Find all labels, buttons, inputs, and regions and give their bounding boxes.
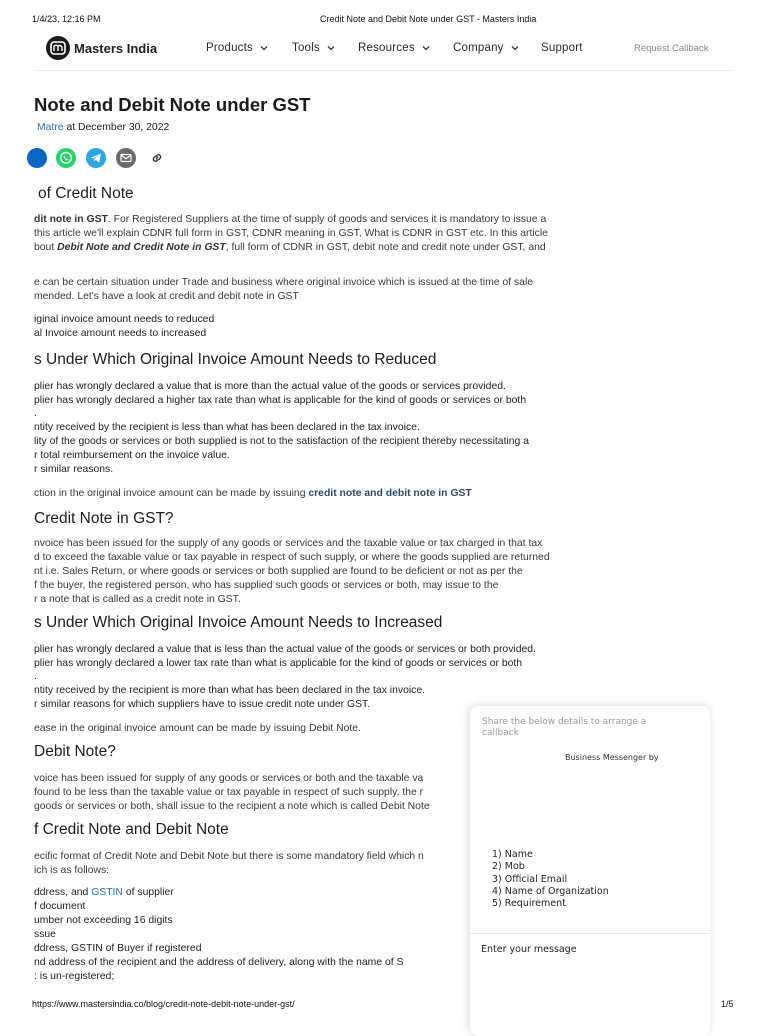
intro-line-1-text: . For Registered Suppliers at the time of supply of goods and services it is mandatory to issue a [107, 214, 547, 225]
intro-line-2: this article we'll explain CDNR full form in GST, CDNR meaning in GST, What is CDNR in GST etc. In this article [34, 228, 548, 239]
heading-what-debit: Debit Note? [34, 743, 116, 760]
intro-line-3 [34, 241, 546, 255]
print-doc-title: Credit Note and Debit Note under GST - Masters India [320, 14, 537, 24]
nav-resources-label: Resources [358, 42, 415, 54]
print-url: https://www.mastersindia.co/blog/credit-note-debit-note-under-gst/ [32, 999, 295, 1009]
heading-increased: s Under Which Original Invoice Amount Needs to Increased [34, 614, 443, 631]
case-item-2: al Invoice amount needs to increased [34, 328, 207, 339]
article-title: Note and Debit Note under GST [34, 94, 311, 115]
debit-def-1: voice has been issued for supply of any goods or services or both and the taxable va [34, 773, 424, 784]
credit-def-4: f the buyer, the registered person, who has supplied such goods or services or both, may issue to the [34, 580, 499, 591]
case-item-1: iginal invoice amount needs to reduced [34, 314, 215, 325]
widget-field-list [492, 849, 609, 910]
heading-credit-note: of Credit Note [38, 185, 134, 202]
share-whatsapp[interactable] [56, 148, 76, 168]
link-icon [147, 148, 167, 168]
format-item-6: nd address of the recipient and the address of delivery, along with the name of S [34, 957, 404, 968]
logo-text: Masters India [74, 40, 158, 56]
logo-mark-icon [46, 36, 70, 60]
print-datetime: 1/4/23, 12:16 PM [32, 14, 101, 24]
gstin-link[interactable]: GSTIN [91, 887, 123, 898]
intro-line-1 [34, 213, 546, 227]
reduced-item-1: plier has wrongly declared a value that is more than the actual value of the goods or services provided. [34, 381, 506, 392]
widget-field-name: 1) Name [492, 849, 533, 860]
nav-resources[interactable] [358, 42, 430, 54]
share-email[interactable] [116, 148, 136, 168]
credit-def-5: r a note that is called as a credit note in GST. [34, 594, 241, 605]
intro-keyword: dit note in GST [34, 214, 108, 225]
format-item-5: ddress, GSTIN of Buyer if registered [34, 943, 202, 954]
article-date: at December 30, 2022 [63, 122, 170, 133]
heading-format: f Credit Note and Debit Note [34, 821, 229, 838]
widget-message-input[interactable]: Enter your message [481, 944, 577, 955]
increased-item-2b: . [34, 671, 37, 682]
format-item-7: : is un-registered; [34, 971, 115, 982]
reduced-note [34, 487, 472, 501]
widget-field-email: 3) Official Email [492, 873, 568, 885]
reduced-item-4b: r total reimbursement on the invoice value. [34, 450, 230, 461]
credit-def-1: nvoice has been issued for the supply of any goods or services and the taxable value or tax charged in that tax [34, 538, 543, 549]
intro-line-3-c: , full form of CDNR in GST, debit note and credit note under GST, and [225, 242, 546, 253]
para2-line-2: mended. Let's have a look at credit and debit note in GST [34, 291, 299, 302]
nav-company-label: Company [453, 42, 504, 54]
credit-def-3: nt i.e. Sales Return, or where goods or services or both supplied are found to be deficient or not as per the [34, 566, 523, 577]
print-page-number: 1/5 [721, 999, 734, 1009]
format-item-2: f document [34, 901, 86, 912]
debit-def-3: goods or services or both, shall issue to the recipient a note which is called Debit Note [34, 801, 430, 812]
debit-def-2: found to be less than the taxable value or tax payable in respect of such supply, the r [34, 787, 424, 798]
widget-field-org: 4) Name of Organization [492, 885, 609, 897]
increased-note: ease in the original invoice amount can be made by issuing Debit Note. [34, 723, 361, 734]
reduced-item-2: plier has wrongly declared a higher tax rate than what is applicable for the kind of goods or services or both [34, 395, 527, 406]
nav-tools[interactable] [292, 42, 335, 54]
increased-item-2: plier has wrongly declared a lower tax rate than what is applicable for the kind of goods or services or both [34, 658, 523, 669]
heading-reduced: s Under Which Original Invoice Amount Needs to Reduced [34, 351, 437, 368]
site-logo[interactable] [46, 36, 157, 60]
widget-intro: Share the below details to arrange a callback [482, 717, 647, 738]
intro-emphasis: Debit Note and Credit Note in GST [57, 242, 226, 253]
telegram-icon [86, 148, 106, 168]
format-item-1-a: ddress, and [34, 887, 92, 898]
increased-item-4: r similar reasons for which suppliers have to issue credit note under GST. [34, 699, 371, 710]
callback-widget [470, 706, 710, 1036]
chevron-down-icon [327, 45, 335, 51]
chevron-down-icon [260, 45, 268, 51]
article-byline [37, 121, 169, 135]
widget-field-requirement: 5) Requirement [492, 898, 566, 910]
format-item-3: umber not exceeding 16 digits [34, 915, 173, 926]
credit-debit-link[interactable]: credit note and debit note in GST [308, 488, 472, 499]
whatsapp-icon [56, 148, 76, 168]
widget-divider [470, 933, 710, 934]
format-item-1 [34, 886, 174, 900]
email-icon [116, 148, 136, 168]
reduced-item-2b: . [34, 408, 37, 419]
nav-company[interactable] [453, 42, 519, 54]
increased-item-1: plier has wrongly declared a value that is less than the actual value of the goods or services or both provided. [34, 644, 536, 655]
nav-support[interactable]: Support [541, 42, 583, 54]
widget-field-mob: 2) Mob [492, 861, 525, 873]
intro-line-3-a: bout [34, 242, 58, 253]
format-item-4: ssue [34, 929, 56, 940]
reduced-item-5: r similar reasons. [34, 464, 114, 475]
format-intro-2: ich is as follows: [34, 865, 110, 876]
reduced-item-3: ntity received by the recipient is less than what has been declared in the tax invoice. [34, 422, 420, 433]
format-intro-1: ecific format of Credit Note and Debit Note but there is some mandatory field which n [34, 851, 424, 862]
linkedin-icon [27, 148, 47, 168]
nav-products[interactable] [206, 42, 268, 54]
author-link[interactable]: Matre [37, 122, 64, 133]
heading-what-credit: Credit Note in GST? [34, 510, 174, 527]
share-telegram[interactable] [86, 148, 106, 168]
reduced-note-text: ction in the original invoice amount can be made by issuing [34, 488, 309, 499]
nav-products-label: Products [206, 42, 253, 54]
increased-item-3: ntity received by the recipient is more than what has been declared in the tax invoice. [34, 685, 426, 696]
reduced-item-4: lity of the goods or services or both supplied is not to the satisfaction of the recipient thereby necessitating a [34, 436, 529, 447]
credit-def-2: d to exceed the taxable value or tax payable in respect of such supply, or where the goods supplied are returned [34, 552, 550, 563]
share-linkedin[interactable] [27, 148, 47, 168]
chevron-down-icon [511, 45, 519, 51]
nav-divider [36, 70, 733, 71]
chevron-down-icon [422, 45, 430, 51]
widget-powered-by: Business Messenger by [565, 753, 659, 762]
request-callback-button[interactable]: Request Callback [634, 43, 709, 54]
format-item-1-c: of supplier [122, 887, 174, 898]
para2-line-1: e can be certain situation under Trade and business where original invoice which is issued at the time of sale [34, 277, 534, 288]
copy-link[interactable] [147, 148, 167, 168]
nav-tools-label: Tools [292, 42, 320, 54]
